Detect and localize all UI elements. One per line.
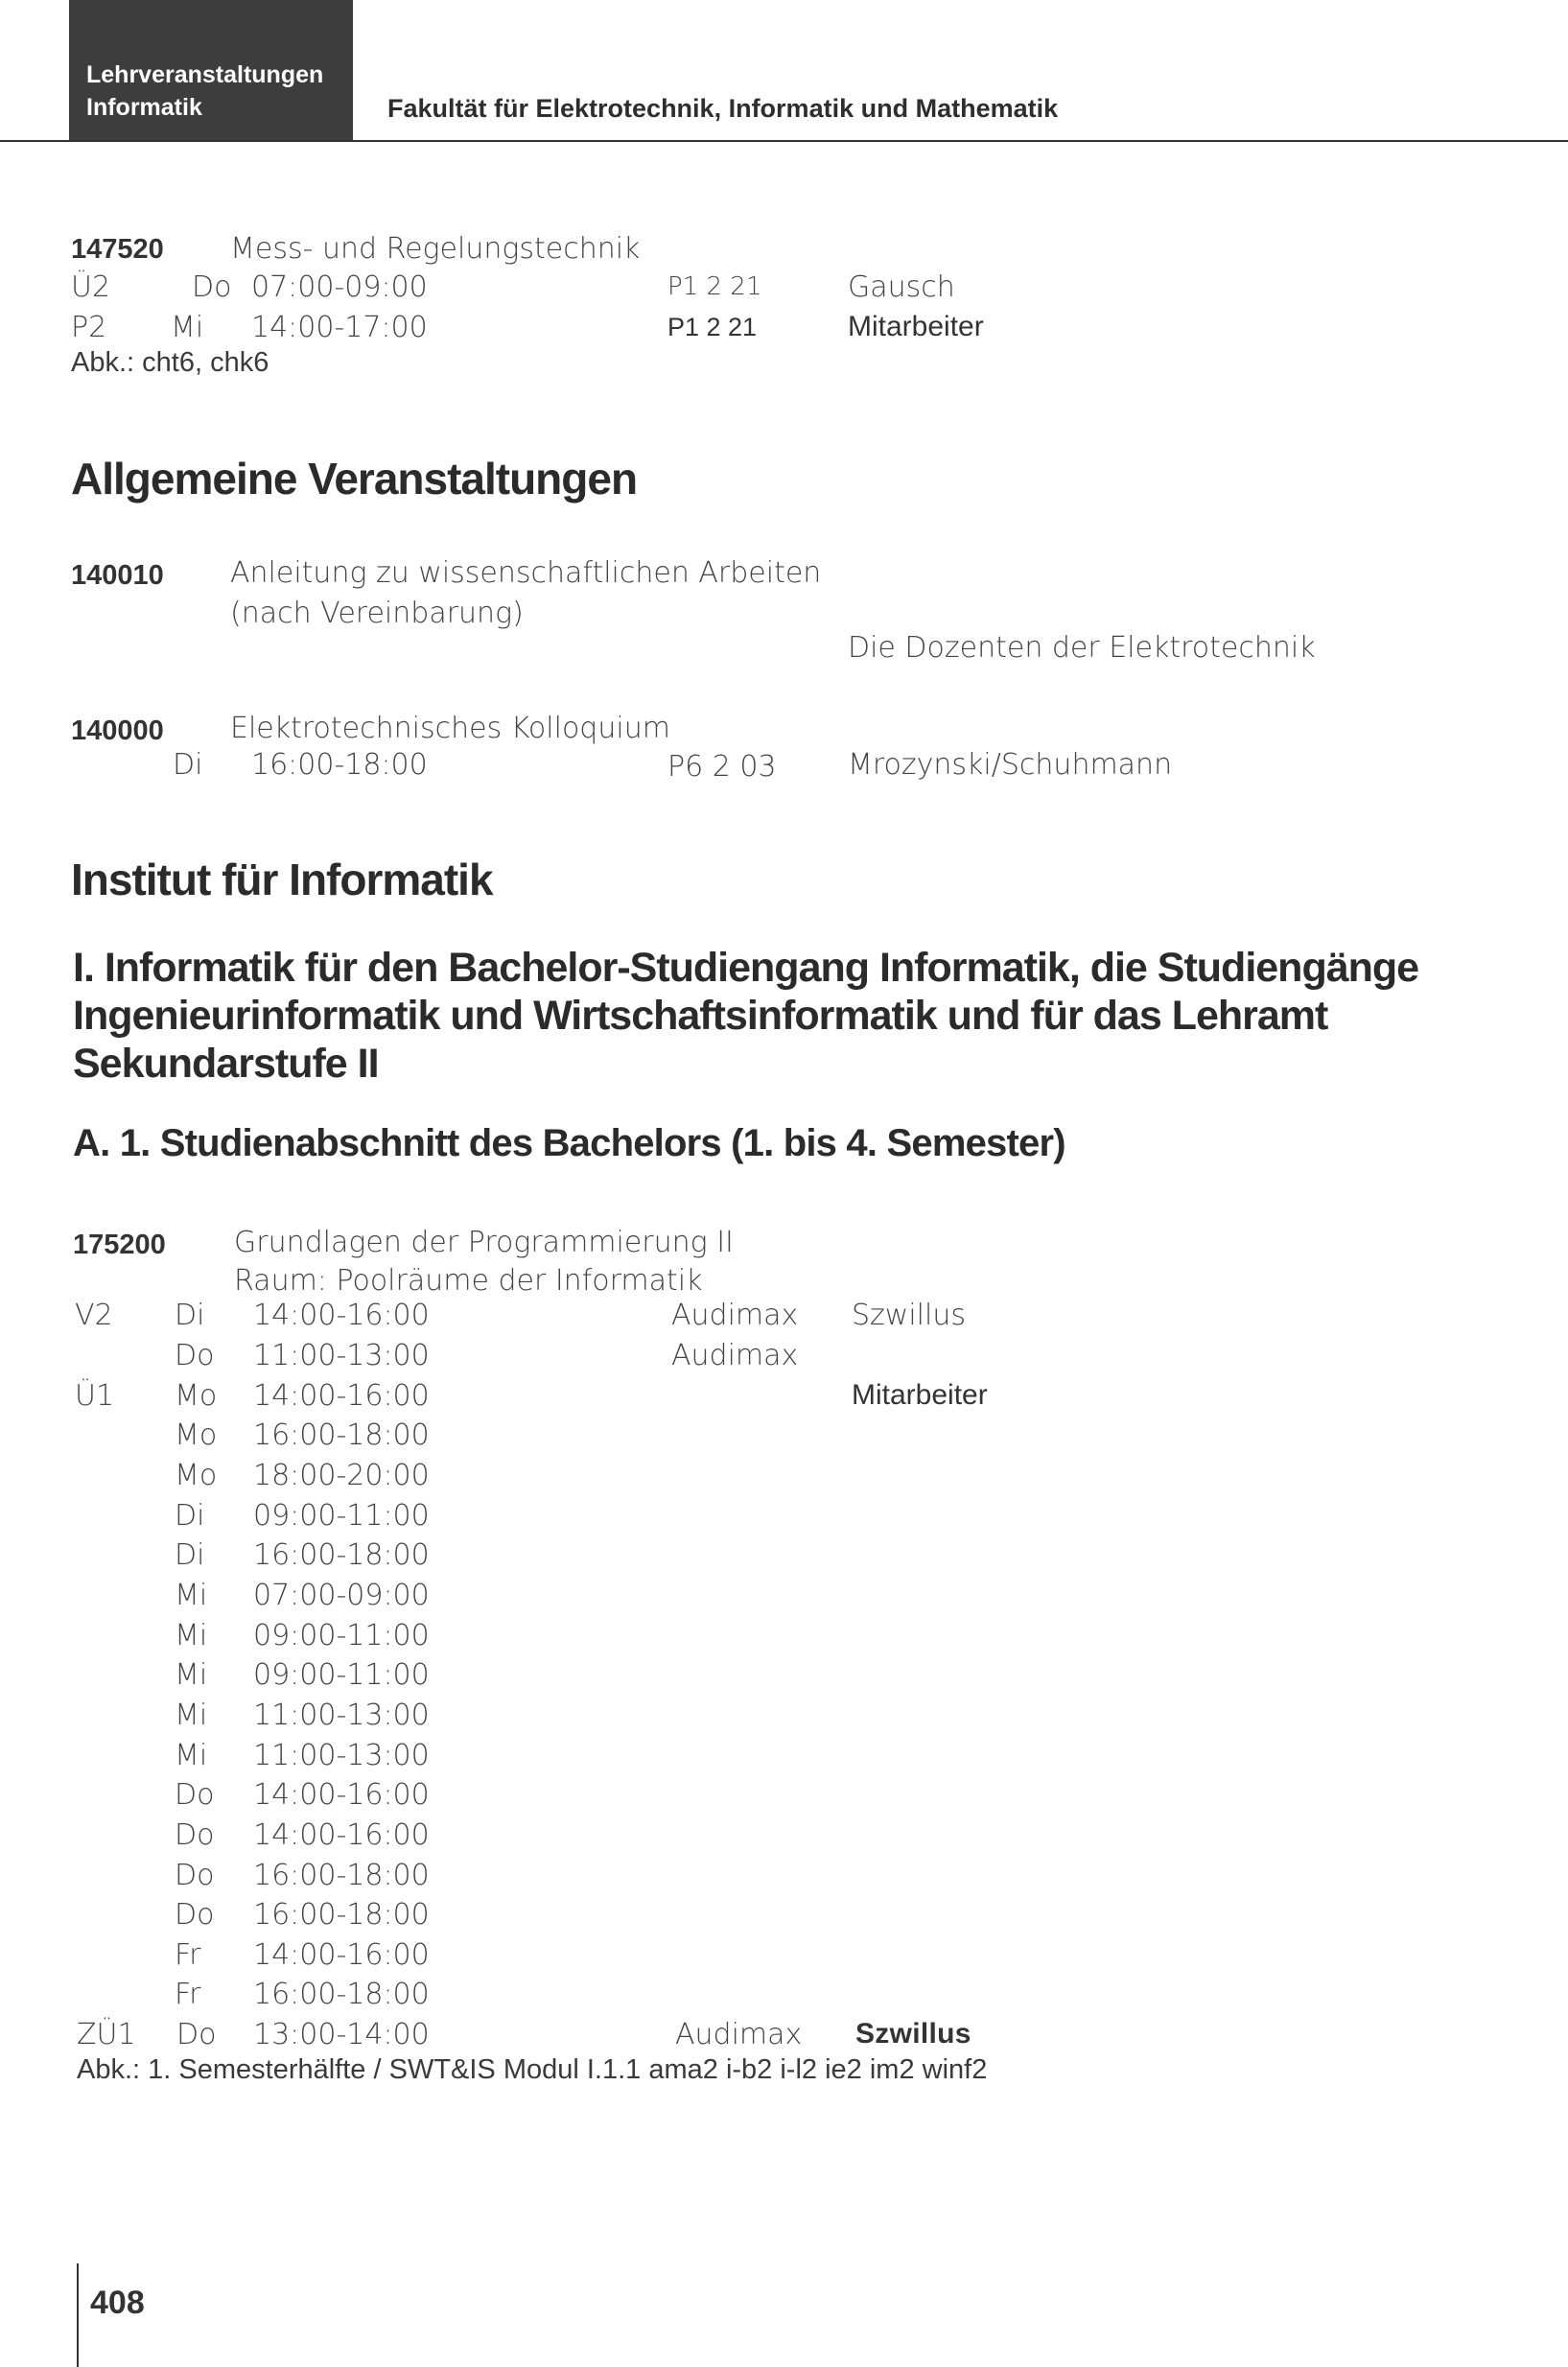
course-title: Anleitung zu wissenschaftlichen Arbeiten [230, 556, 822, 590]
session-room: P6 2 03 [667, 750, 777, 784]
faculty-title: Fakultät für Elektrotechnik, Informatik und Mathematik [387, 94, 1059, 123]
course-title: Grundlagen der Programmierung II [234, 1226, 734, 1259]
session-room: P1 2 21 [667, 272, 762, 301]
course-abk: Abk.: cht6, chk6 [71, 347, 269, 378]
page-number-rule [77, 2263, 79, 2367]
session-room: Audimax [675, 2018, 803, 2051]
session-day: Mo [175, 1379, 218, 1413]
session-day: Di [175, 1499, 205, 1533]
session-time: 07:00-09:00 [253, 1579, 430, 1612]
session-type: Ü1 [75, 1379, 115, 1413]
session-time: 14:00-16:00 [253, 1938, 430, 1972]
course-lecturer: Die Dozenten der Elektrotechnik [848, 631, 1316, 665]
session-room: Audimax [671, 1339, 799, 1372]
session-time: 16:00-18:00 [253, 1538, 430, 1572]
header-box-line1: Lehrveranstaltungen [86, 61, 324, 88]
session-day: Do [175, 1859, 215, 1892]
session-time: 16:00-18:00 [251, 748, 428, 782]
session-lecturer: Mitarbeiter [848, 311, 984, 342]
course-abk: Abk.: 1. Semesterhälfte / SWT&IS Modul I.1.1 ama2 i-b2 i-l2 ie2 im2 winf2 [77, 2054, 988, 2085]
session-type: P2 [71, 311, 107, 344]
session-type: V2 [75, 1299, 113, 1332]
session-room: P1 2 21 [667, 313, 758, 341]
session-time: 13:00-14:00 [253, 2018, 430, 2051]
header-divider [0, 140, 1568, 142]
course-title: Mess- und Regelungstechnik [230, 232, 641, 266]
header-box [69, 0, 353, 140]
session-time: 16:00-18:00 [253, 1859, 430, 1892]
session-lecturer: Mitarbeiter [852, 1379, 988, 1411]
session-day: Mi [171, 311, 204, 344]
session-time: 09:00-11:00 [253, 1658, 430, 1692]
session-time: 07:00-09:00 [251, 270, 428, 304]
section-heading-institut: Institut für Informatik [71, 855, 493, 904]
session-time: 18:00-20:00 [253, 1459, 430, 1492]
session-time: 16:00-18:00 [253, 1418, 430, 1452]
session-time: 14:00-16:00 [253, 1818, 430, 1852]
session-time: 09:00-11:00 [253, 1619, 430, 1652]
course-code: 147520 [71, 234, 164, 265]
session-type: Ü2 [71, 270, 111, 304]
session-lecturer: Gausch [848, 270, 955, 304]
session-day: Do [192, 270, 232, 304]
session-lecturer: Szwillus [855, 2018, 971, 2050]
course-code: 175200 [73, 1230, 166, 1260]
session-day: Mi [175, 1699, 208, 1732]
session-day: Mi [175, 1619, 208, 1652]
session-day: Mi [175, 1739, 208, 1772]
session-day: Mi [175, 1658, 208, 1692]
section-heading-studienabschnitt: A. 1. Studienabschnitt des Bachelors (1. bis 4. Semester) [73, 1122, 1065, 1164]
session-day: Do [175, 1778, 215, 1812]
session-time: 16:00-18:00 [253, 1898, 430, 1932]
session-type: ZÜ1 [77, 2018, 136, 2051]
session-time: 14:00-16:00 [253, 1778, 430, 1812]
session-day: Mo [175, 1418, 218, 1452]
session-day: Mo [175, 1459, 218, 1492]
session-day: Do [175, 1339, 215, 1372]
section-heading-allgemein: Allgemeine Veranstaltungen [71, 454, 638, 504]
session-day: Do [175, 1818, 215, 1852]
session-day: Di [173, 748, 203, 782]
course-room-note: Raum: Poolräume der Informatik [234, 1264, 703, 1298]
session-day: Fr [175, 1938, 201, 1972]
session-time: 11:00-13:00 [253, 1739, 430, 1772]
session-lecturer: Mrozynski/Schuhmann [848, 748, 1173, 782]
session-day: Do [176, 2018, 217, 2051]
session-day: Do [175, 1898, 215, 1932]
course-code: 140000 [71, 715, 164, 746]
course-title: Elektrotechnisches Kolloquium [230, 712, 670, 745]
session-time: 14:00-17:00 [251, 311, 428, 344]
section-heading-bachelor: I. Informatik für den Bachelor-Studiengang Informatik, die Studiengänge Ingenieurinformatik und Wirtschaftsinformatik und für das Lehramt Sekundarstufe II [73, 945, 1419, 1087]
session-time: 11:00-13:00 [253, 1699, 430, 1732]
session-time: 14:00-16:00 [253, 1299, 430, 1332]
header-box-line2: Informatik [86, 94, 202, 121]
session-day: Mi [175, 1579, 208, 1612]
course-subtitle: (nach Vereinbarung) [230, 597, 524, 630]
session-time: 09:00-11:00 [253, 1499, 430, 1533]
page-number: 408 [90, 2285, 145, 2321]
session-time: 14:00-16:00 [253, 1379, 430, 1413]
session-room: Audimax [671, 1299, 799, 1332]
session-day: Fr [175, 1978, 201, 2011]
course-code: 140010 [71, 560, 164, 591]
session-day: Di [175, 1299, 205, 1332]
session-time: 11:00-13:00 [253, 1339, 430, 1372]
session-day: Di [175, 1538, 205, 1572]
session-lecturer: Szwillus [852, 1299, 966, 1332]
session-time: 16:00-18:00 [253, 1978, 430, 2011]
